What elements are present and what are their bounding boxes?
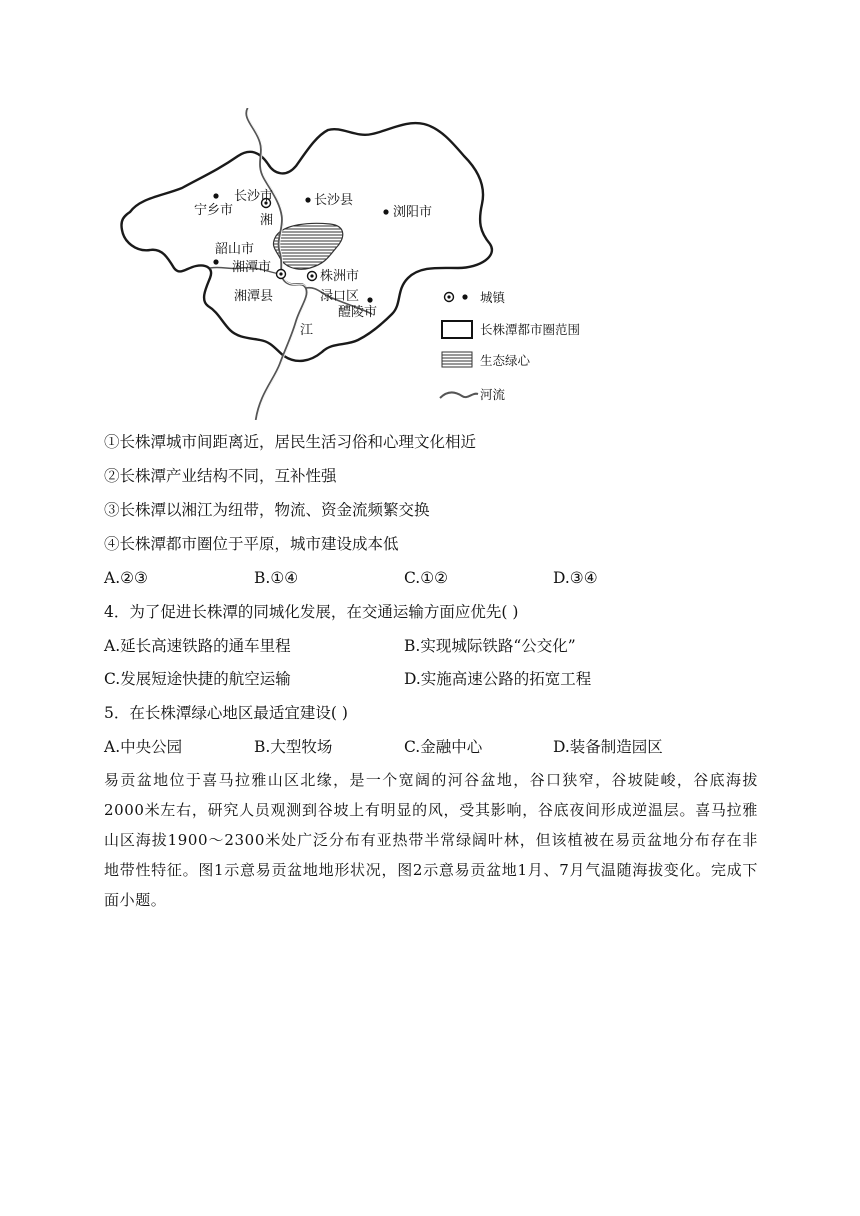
statement-3: ③长株潭以湘江为纽带，物流、资金流频繁交换 <box>104 501 430 519</box>
changzhutan-map <box>110 108 610 420</box>
statement-2: ②长株潭产业结构不同，互补性强 <box>104 467 337 485</box>
label-river-jiang: 江 <box>300 323 314 338</box>
statement-4: ④长株潭都市圈位于平原，城市建设成本低 <box>104 535 399 553</box>
label-xiangtan-city: 湘潭市 <box>232 260 272 275</box>
q3-option-d: D.③④ <box>553 569 598 587</box>
legend-metro-boundary: 长株潭都市圈范围 <box>480 322 581 337</box>
label-changsha-county: 长沙县 <box>314 193 354 208</box>
legend-river: 河流 <box>480 387 506 402</box>
q3-option-c: C.①② <box>404 569 449 587</box>
q5-option-c: C.金融中心 <box>404 738 483 756</box>
label-lukou: 渌口区 <box>320 289 360 304</box>
q4-option-c: C.发展短途快捷的航空运输 <box>104 670 291 688</box>
q4-stem: 4．为了促进长株潭的同城化发展，在交通运输方面应优先( ) <box>104 603 519 621</box>
label-zhuzhou-city: 株洲市 <box>320 269 360 284</box>
label-river-xiang: 湘 <box>260 213 274 228</box>
passage-yigong-basin: 易贡盆地位于喜马拉雅山区北缘，是一个宽阔的河谷盆地，谷口狭窄，谷坡陡峻，谷底海拔2000米左右，研究人员观测到谷坡上有明显的风，受其影响，谷底夜间形成逆温层。喜马拉雅山区海拔1900～2300米处广泛分布有亚热带半常绿阔叶林，但该植被在易贡盆地分布存在非地带性特征。图1示意易贡盆地地形状况，图2示意易贡盆地1月、7月气温随海拔变化。完成下面小题。 <box>104 771 758 909</box>
q4-option-a: A.延长高速铁路的通车里程 <box>104 637 291 655</box>
q5-option-d: D.装备制造园区 <box>553 738 663 756</box>
map-svg <box>110 108 610 420</box>
label-liuyang: 浏阳市 <box>393 205 433 220</box>
q4-option-b: B.实现城际铁路“公交化” <box>404 637 576 655</box>
label-xiangtan-county: 湘潭县 <box>234 289 274 304</box>
q4-option-d: D.实施高速公路的拓宽工程 <box>404 670 592 688</box>
q5-stem: 5．在长株潭绿心地区最适宜建设( ) <box>104 704 348 722</box>
legend-town: 城镇 <box>480 290 506 305</box>
label-shaoshan: 韶山市 <box>215 242 255 257</box>
legend-green-core: 生态绿心 <box>480 353 531 368</box>
label-liling: 醴陵市 <box>338 305 378 320</box>
statement-1: ①长株潭城市间距离近，居民生活习俗和心理文化相近 <box>104 433 477 451</box>
q5-option-a: A.中央公园 <box>104 738 183 756</box>
label-ningxiang: 宁乡市 <box>194 203 234 218</box>
label-changsha-city: 长沙市 <box>234 189 274 204</box>
q3-option-a: A.②③ <box>104 569 148 587</box>
q5-option-b: B.大型牧场 <box>254 738 333 756</box>
q3-option-b: B.①④ <box>254 569 299 587</box>
map-legend <box>440 290 580 402</box>
